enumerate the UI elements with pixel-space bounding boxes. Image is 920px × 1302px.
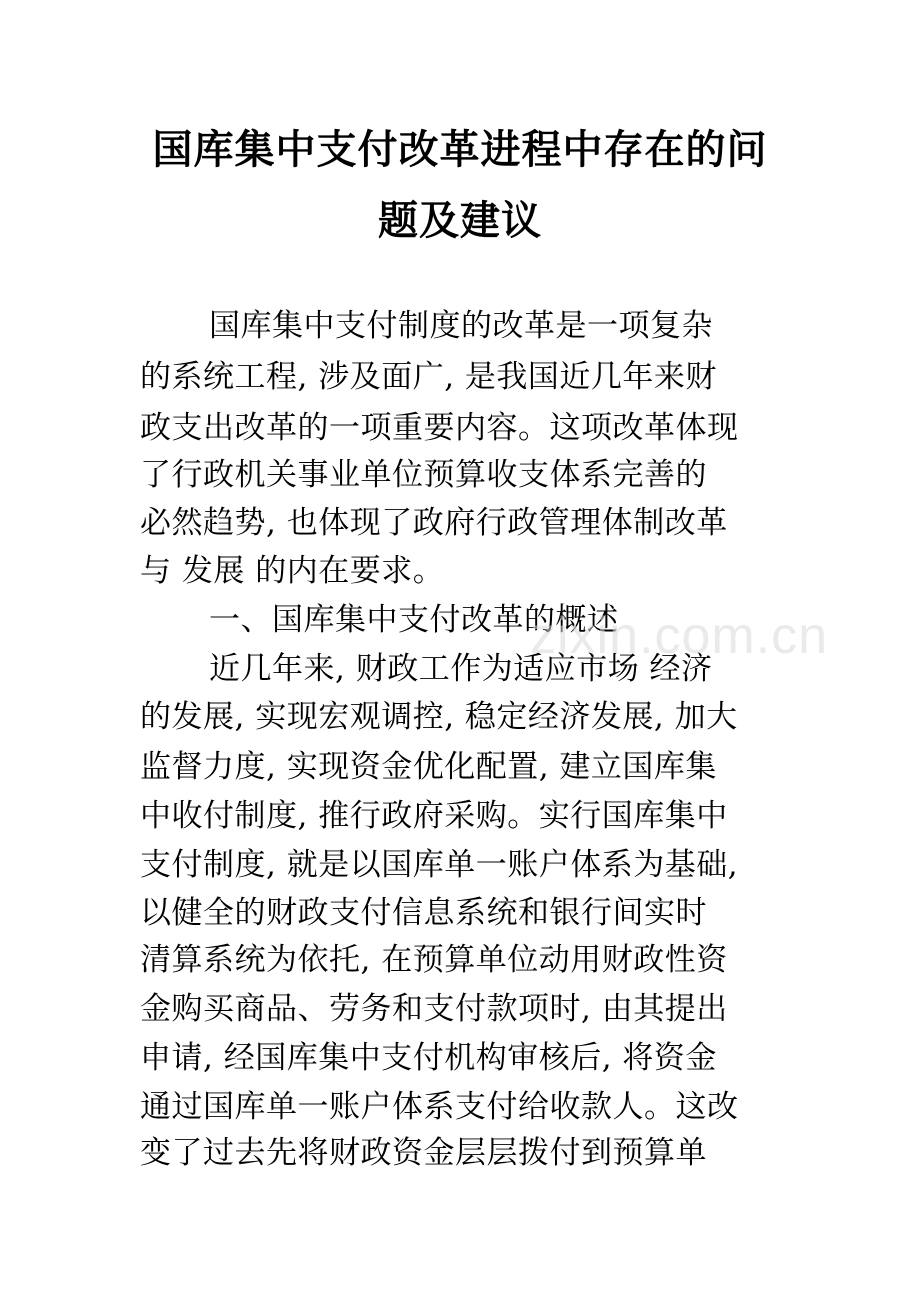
paragraph-line: 的发展, 实现宏观调控, 稳定经济发展, 加大 (140, 699, 738, 735)
document-title-line-1: 国库集中支付改革进程中存在的问 (152, 127, 768, 173)
document-title-line-2: 题及建议 (378, 198, 542, 244)
paragraph-line: 中收付制度, 推行政府采购。实行国库集中 (140, 798, 728, 834)
paragraph-line: 金购买商品、劳务和支付款项时, 由其提出 (140, 991, 728, 1027)
paragraph-line: 与 发展 的内在要求。 (140, 553, 445, 589)
paragraph-line: 通过国库单一账户体系支付给收款人。这改 (140, 1089, 739, 1125)
watermark: zixin.com.cn (530, 607, 829, 665)
paragraph-line: 申请, 经国库集中支付机构审核后, 将资金 (140, 1040, 717, 1076)
paragraph-line: 必然趋势, 也体现了政府行政管理体制改革 (140, 505, 728, 541)
paragraph-line: 监督力度, 实现资金优化配置, 建立国库集 (140, 749, 717, 785)
paragraph-line: 国库集中支付制度的改革是一项复杂 (209, 308, 713, 344)
paragraph-line: 清算系统为依托, 在预算单位动用财政性资 (140, 942, 728, 978)
section-heading: 一、国库集中支付改革的概述 (209, 602, 619, 638)
paragraph-line: 变了过去先将财政资金层层拨付到预算单 (140, 1135, 707, 1171)
paragraph-line: 了行政机关事业单位预算收支体系完善的 (140, 457, 707, 493)
paragraph-line: 以健全的财政支付信息系统和银行间实时 (140, 895, 707, 931)
paragraph-line: 的系统工程, 涉及面广, 是我国近几年来财 (140, 359, 717, 395)
paragraph-line: 支付制度, 就是以国库单一账户体系为基础, (140, 847, 739, 883)
paragraph-line: 政支出改革的一项重要内容。这项改革体现 (140, 410, 739, 446)
paragraph-line: 近几年来, 财政工作为适应市场 经济 (209, 651, 713, 687)
